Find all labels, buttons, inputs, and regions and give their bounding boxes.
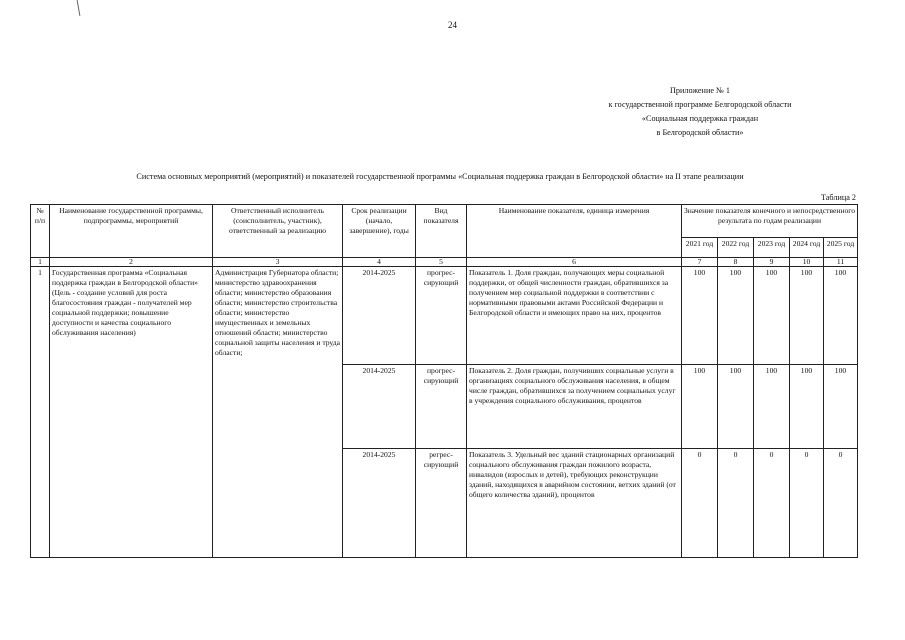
column-number: 10 bbox=[790, 258, 824, 267]
value-cell: 100 bbox=[824, 267, 858, 365]
appendix-line: Приложение № 1 bbox=[670, 86, 730, 95]
appendix-line: «Социальная поддержка граждан bbox=[641, 114, 759, 123]
page-number: 24 bbox=[448, 20, 457, 30]
kind-cell: регрес-сирующий bbox=[416, 449, 467, 558]
document-title: Система основных мероприятий (мероприятий) и показателей государственной программы «Социальная поддержка граждан в Белгородской области» на II этапе реализации bbox=[136, 172, 744, 181]
column-number: 2 bbox=[50, 258, 213, 267]
value-cell: 100 bbox=[790, 365, 824, 449]
appendix-note bbox=[560, 84, 840, 140]
column-number: 4 bbox=[343, 258, 416, 267]
header-year: 2022 год bbox=[718, 238, 754, 258]
value-cell: 0 bbox=[790, 449, 824, 558]
column-number-row bbox=[31, 258, 858, 267]
header-program: Наименование государственной программы, подпрограммы, мероприятий bbox=[50, 205, 213, 258]
table-label: Таблица 2 bbox=[820, 193, 856, 202]
row-num: 1 bbox=[31, 267, 50, 558]
header-indicator: Наименование показателя, единица измерения bbox=[467, 205, 682, 258]
value-cell: 100 bbox=[754, 267, 790, 365]
value-cell: 0 bbox=[754, 449, 790, 558]
value-cell: 100 bbox=[790, 267, 824, 365]
header-term: Срок реализации (начало, завершение), годы bbox=[343, 205, 416, 258]
column-number: 8 bbox=[718, 258, 754, 267]
header-row bbox=[31, 205, 858, 238]
header-values: Значение показателя конечного и непосредственного результата по годам реализации bbox=[682, 205, 858, 238]
header-kind: Вид показателя bbox=[416, 205, 467, 258]
value-cell: 100 bbox=[824, 365, 858, 449]
indicator-cell: Показатель 3. Удельный вес зданий стационарных организаций социального обслуживания граждан пожилого возраста, инвалидов (взрослых и детей), требующих реконструкции зданий, находящихся в аварийном состоянии, ветхих зданий (от общего количества зданий), процентов bbox=[467, 449, 682, 558]
column-number: 6 bbox=[467, 258, 682, 267]
column-number: 9 bbox=[754, 258, 790, 267]
indicator-cell: Показатель 2. Доля граждан, получивших социальные услуги в организациях социального обслуживания населения, в общем числе граждан, обратившихся за получением социальных услуг в учреждения социального обслуживания, процентов bbox=[467, 365, 682, 449]
column-number: 1 bbox=[31, 258, 50, 267]
value-cell: 100 bbox=[718, 365, 754, 449]
term-cell: 2014-2025 bbox=[343, 267, 416, 365]
column-number: 7 bbox=[682, 258, 718, 267]
executor-cell: Администрация Губернатора области; министерство здравоохранения области; министерство образования области; министерство строительства области; министерство имущественных и земельных отношений области; министерство социальной защиты населения и труда области; bbox=[213, 267, 343, 558]
value-cell: 100 bbox=[682, 365, 718, 449]
value-cell: 0 bbox=[718, 449, 754, 558]
header-year: 2024 год bbox=[790, 238, 824, 258]
value-cell: 0 bbox=[824, 449, 858, 558]
indicator-cell: Показатель 1. Доля граждан, получающих меры социальной поддержки, от общей численности граждан, обратившихся за получением мер социальной поддержки в соответствии с нормативными правовыми актами Российской Федерации и Белгородской области и имеющих право на них, процентов bbox=[467, 267, 682, 365]
program-cell: Государственная программа «Социальная поддержка граждан в Белгородской области» (Цель - создание условий для роста благосостояния граждан - получателей мер социальной поддержки; повышение доступности и качества социального обслуживания населения) bbox=[50, 267, 213, 558]
appendix-line: в Белгородской области» bbox=[656, 128, 744, 137]
value-cell: 100 bbox=[718, 267, 754, 365]
value-cell: 100 bbox=[682, 267, 718, 365]
kind-cell: прогрес-сирующий bbox=[416, 267, 467, 365]
term-cell: 2014-2025 bbox=[343, 449, 416, 558]
column-number: 11 bbox=[824, 258, 858, 267]
column-number: 3 bbox=[213, 258, 343, 267]
header-year: 2025 год bbox=[824, 238, 858, 258]
header-executor: Ответственный исполнитель (соисполнитель, участник), ответственный за реализацию bbox=[213, 205, 343, 258]
header-year: 2023 год bbox=[754, 238, 790, 258]
term-cell: 2014-2025 bbox=[343, 365, 416, 449]
indicators-table bbox=[30, 204, 858, 558]
value-cell: 0 bbox=[682, 449, 718, 558]
header-year: 2021 год bbox=[682, 238, 718, 258]
scan-artifact bbox=[77, 0, 81, 16]
appendix-line: к государственной программе Белгородской области bbox=[608, 100, 792, 109]
column-number: 5 bbox=[416, 258, 467, 267]
table-row bbox=[31, 267, 858, 365]
kind-cell: прогрес-сирующий bbox=[416, 365, 467, 449]
value-cell: 100 bbox=[754, 365, 790, 449]
header-num: № п/п bbox=[31, 205, 50, 258]
